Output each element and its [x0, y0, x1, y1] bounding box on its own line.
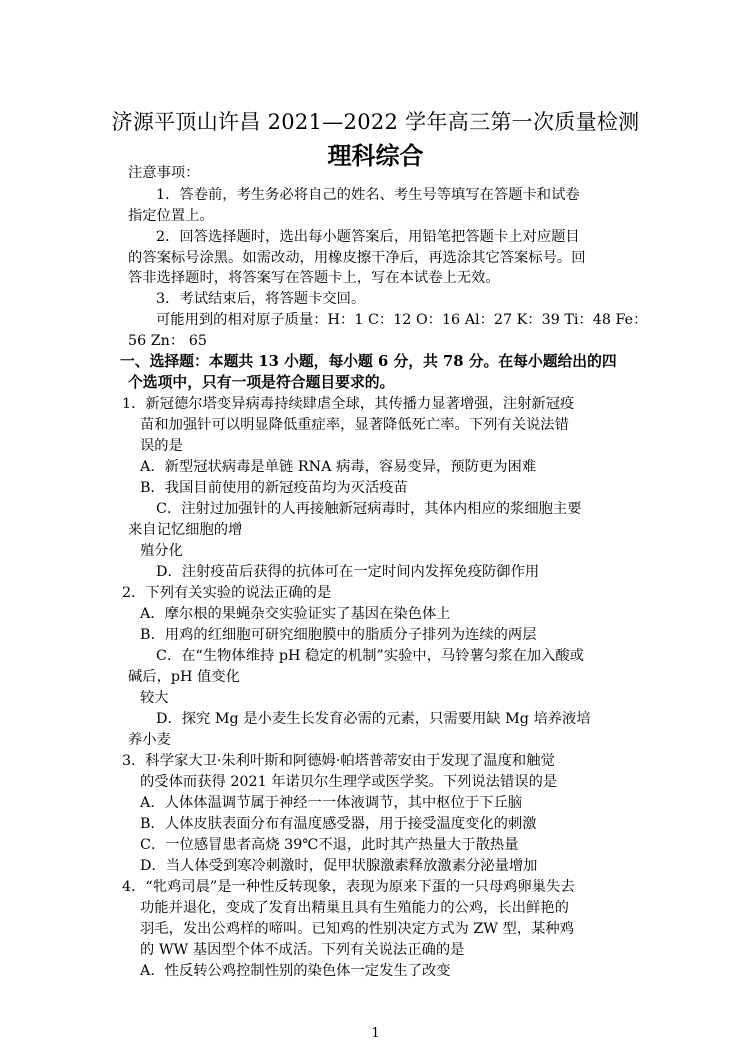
text-line: B．人体皮肤表面分布有温度感受器，用于接受温度变化的刺激: [140, 816, 537, 832]
text-line: 4．“牝鸡司晨”是一种性反转现象，表现为原来下蛋的一只母鸡卵巢失去: [122, 879, 575, 895]
text-line: 功能并退化，变成了发育出精巢且具有生殖能力的公鸡，长出鲜艳的: [140, 900, 569, 916]
text-line: 羽毛，发出公鸡样的啼叫。已知鸡的性别决定方式为 ZW 型，某种鸡: [140, 921, 575, 937]
text-line: 殖分化: [140, 543, 183, 559]
text-line: D．探究 Mg 是小麦生长发育必需的元素，只需要用缺 Mg 培养液培: [156, 711, 591, 727]
exam-subject: 理科综合: [327, 142, 424, 170]
text-line: B．我国目前使用的新冠疫苗均为灭活疫苗: [140, 480, 408, 496]
text-line: B．用鸡的红细胞可研究细胞膜中的脂质分子排列为连续的两层: [140, 627, 537, 643]
text-line: 1．新冠德尔塔变异病毒持续肆虐全球，其传播力显著增强，注射新冠疫: [122, 396, 575, 412]
text-line: D．注射疫苗后获得的抗体可在一定时间内发挥免疫防御作用: [156, 564, 540, 580]
exam-title: 济源平顶山许昌 2021—2022 学年高三第一次质量检测: [111, 110, 640, 134]
text-line: C．注射过加强针的人再接触新冠病毒时，其体内相应的浆细胞主要: [156, 501, 582, 517]
text-line: 2．回答选择题时，选出每小题答案后，用铅笔把答题卡上对应题目: [156, 229, 580, 245]
text-line: 误的是: [140, 438, 183, 454]
text-line: C．一位感冒患者高烧 39℃不退，此时其产热量大于散热量: [140, 837, 519, 853]
text-line: 的答案标号涂黑。如需改动，用橡皮擦干净后，再选涂其它答案标号。回: [128, 250, 586, 266]
text-line: 的 WW 基因型个体不成活。下列有关说法正确的是: [140, 942, 465, 958]
text-line: C．在“生物体维持 pH 稳定的机制”实验中，马铃薯匀浆在加入酸或: [156, 648, 584, 664]
text-line: 苗和加强针可以明显降低重症率，显著降低死亡率。下列有关说法错: [140, 417, 569, 433]
text-line: A．摩尔根的果蝇杂交实验证实了基因在染色体上: [140, 606, 451, 622]
text-line: 可能用到的相对原子质量：H：1 C：12 O：16 Al：27 K：39 Ti：48 Fe：: [156, 312, 648, 328]
text-line: 养小麦: [128, 732, 171, 748]
text-line: 答非选择题时，将答案写在答题卡上，写在本试卷上无效。: [128, 270, 500, 286]
text-line: 指定位置上。: [128, 208, 214, 224]
text-line: 1．答卷前，考生务必将自己的姓名、考生号等填写在答题卡和试卷: [156, 187, 580, 203]
text-line: 个选项中，只有一项是符合题目要求的。: [128, 374, 395, 391]
text-line: 一、选择题：本题共 13 小题，每小题 6 分，共 78 分。在每小题给出的四: [120, 353, 617, 370]
text-line: A．新型冠状病毒是单链 RNA 病毒，容易变异，预防更为困难: [140, 459, 537, 475]
text-line: 较大: [140, 690, 169, 706]
text-line: 3．科学家大卫·朱利叶斯和阿德姆·帕塔普蒂安由于发现了温度和触觉: [122, 753, 555, 769]
text-line: 3．考试结束后，将答题卡交回。: [156, 291, 366, 307]
text-line: D．当人体受到寒冷刺激时，促甲状腺激素释放激素分泌量增加: [140, 858, 538, 874]
page-number: 1: [371, 1026, 380, 1041]
text-line: 碱后，pH 值变化: [128, 669, 240, 685]
text-line: A．人体体温调节属于神经一一体液调节，其中枢位于下丘脑: [140, 795, 523, 811]
text-line: 的受体而获得 2021 年诺贝尔生理学或医学奖。下列说法错误的是: [140, 774, 558, 790]
text-line: 注意事项：: [128, 165, 200, 181]
text-line: 56 Zn： 65: [128, 333, 207, 349]
text-line: A．性反转公鸡控制性别的染色体一定发生了改变: [140, 963, 451, 979]
text-line: 2．下列有关实验的说法正确的是: [122, 585, 332, 601]
text-line: 来自记忆细胞的增: [128, 522, 243, 538]
